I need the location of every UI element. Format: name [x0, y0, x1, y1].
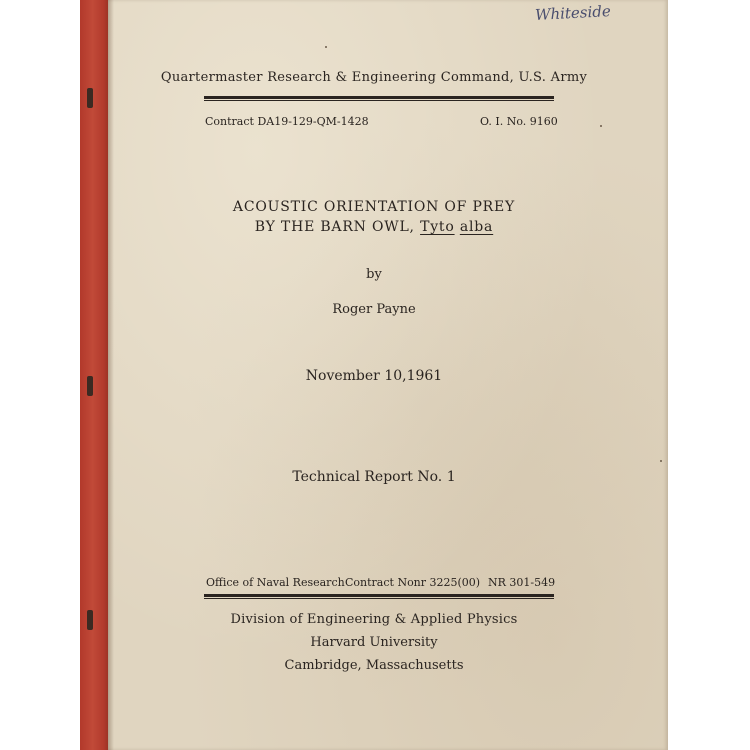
paper-speck	[325, 46, 327, 48]
report-date: November 10,1961	[305, 368, 443, 384]
university-name: Harvard University	[310, 635, 438, 650]
author-name: Roger Payne	[332, 302, 416, 317]
footer-contract: Contract Nonr 3225(00)	[345, 576, 481, 589]
staple-top	[87, 88, 93, 108]
title-line-2	[80, 219, 668, 235]
division-name: Division of Engineering & Applied Physics	[230, 612, 518, 627]
title-line-2-prefix: BY THE BARN OWL,	[254, 219, 421, 235]
title-genus: Tyto	[420, 219, 455, 235]
paper-speck	[660, 460, 662, 462]
handwritten-note: Whiteside	[534, 2, 612, 24]
technical-report-number: Technical Report No. 1	[292, 469, 456, 485]
title-species: alba	[459, 219, 494, 235]
paper-speck	[600, 125, 602, 127]
footer-nr: NR 301-549	[488, 576, 556, 589]
footer-office: Office of Naval Research	[206, 576, 345, 589]
byline-by: by	[366, 267, 382, 282]
report-cover	[80, 0, 668, 750]
footer-double-rule	[204, 594, 554, 599]
header-double-rule	[204, 96, 554, 101]
agency-header: Quartermaster Research & Engineering Command, U.S. Army	[160, 70, 588, 85]
title-line-1: ACOUSTIC ORIENTATION OF PREY	[232, 199, 516, 215]
oi-number: O. I. No. 9160	[480, 115, 558, 128]
contract-number: Contract DA19-129-QM-1428	[205, 115, 369, 128]
location: Cambridge, Massachusetts	[284, 658, 464, 673]
